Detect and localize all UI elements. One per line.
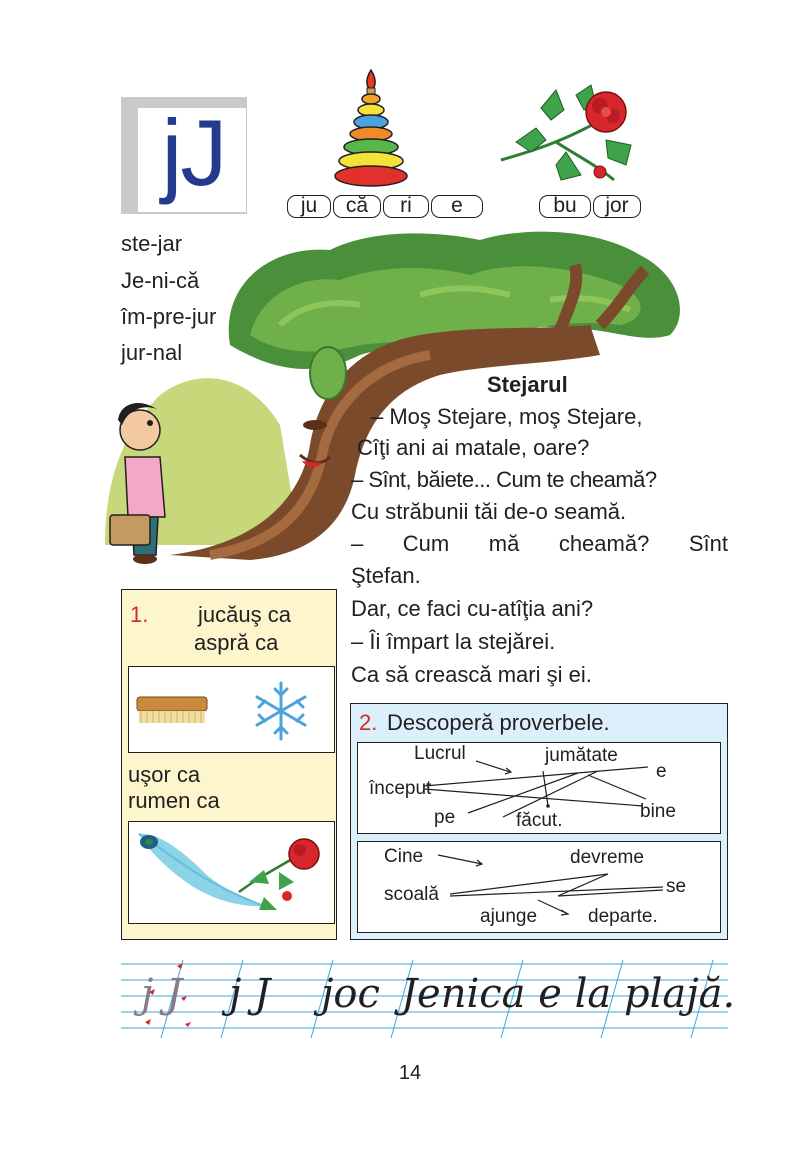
proverb-word: început — [369, 778, 432, 799]
proverb-word: se — [666, 876, 687, 897]
word-stejar: ste-jar — [121, 231, 183, 256]
proverb-word: Cine — [384, 846, 424, 867]
feather-and-peony-illustration — [129, 822, 334, 923]
poem-line: Ştefan. — [351, 563, 421, 588]
handwriting-word: joc — [321, 971, 380, 1017]
poem-line: Cu străbunii tăi de-o seamă. — [351, 499, 627, 524]
poem-line: – Cum mă cheamă? Sînt — [351, 531, 728, 556]
syllable-chip: e — [431, 195, 483, 218]
proverb-box-1 — [357, 742, 721, 834]
proverb-word: făcut. — [516, 810, 563, 831]
proverb-word: Lucrul — [414, 743, 466, 764]
proverb-word: scoală — [384, 884, 439, 905]
exercise-2-number: 2. — [359, 710, 378, 735]
proverb-box-2 — [357, 841, 721, 933]
word-jurnal: jur-nal — [121, 340, 183, 365]
handwriting-practice-lines — [121, 958, 736, 1040]
syllable-chip: bu — [539, 195, 591, 218]
exercise-2-panel — [350, 703, 728, 940]
proverb-word: ajunge — [480, 906, 538, 927]
peony-illustration — [496, 80, 646, 192]
proverb-word: devreme — [570, 847, 644, 868]
exercise-1-prompt: jucăuş ca — [198, 602, 291, 627]
letter-heading: jJ — [161, 100, 226, 205]
poem-line: Dar, ce faci cu-atîţia ani? — [351, 596, 594, 621]
poem-line: Cîţi ani ai matale, oare? — [357, 435, 590, 460]
syllable-chip: ri — [383, 195, 429, 218]
exercise-1-image-box — [128, 666, 335, 753]
syllable-chip: că — [333, 195, 381, 218]
poem-line: – Sînt, băiete... Cum te cheamă? — [351, 467, 657, 492]
brush-and-snowflake-illustration — [129, 667, 334, 752]
proverb-word: pe — [434, 807, 456, 828]
proverb-word: departe. — [588, 906, 658, 927]
proverb-word: e — [656, 761, 667, 782]
exercise-1-number: 1. — [130, 602, 149, 627]
exercise-2-title: Descoperă proverbele. — [387, 710, 610, 735]
exercise-1-prompt: aspră ca — [194, 630, 279, 655]
word-jenica: Je-ni-că — [121, 268, 200, 293]
proverb-word: jumătate — [545, 745, 618, 766]
exercise-1-image-box — [128, 821, 335, 924]
handwriting-letters: j J — [229, 971, 271, 1017]
syllable-chip: ju — [287, 195, 331, 218]
proverb-word: bine — [640, 801, 676, 822]
syllable-chip: jor — [593, 195, 641, 218]
exercise-1-prompt: rumen ca — [128, 788, 220, 813]
toy-pyramid-illustration — [332, 68, 410, 192]
exercise-1-panel — [121, 589, 337, 940]
poem-line: – Moş Stejare, moş Stejare, — [371, 404, 643, 429]
poem-line: – Îi împart la stejărei. — [351, 629, 556, 654]
poem-line: Ca să crească mari şi ei. — [351, 662, 592, 687]
handwriting-model-letters: j J — [141, 971, 183, 1017]
word-imprejur: îm-pre-jur — [121, 304, 217, 329]
exercise-1-prompt: uşor ca — [128, 762, 201, 787]
page-number: 14 — [398, 1062, 422, 1084]
poem-title: Stejarul — [487, 372, 568, 397]
handwriting-sentence: Jenica e la plajă. — [401, 971, 736, 1017]
